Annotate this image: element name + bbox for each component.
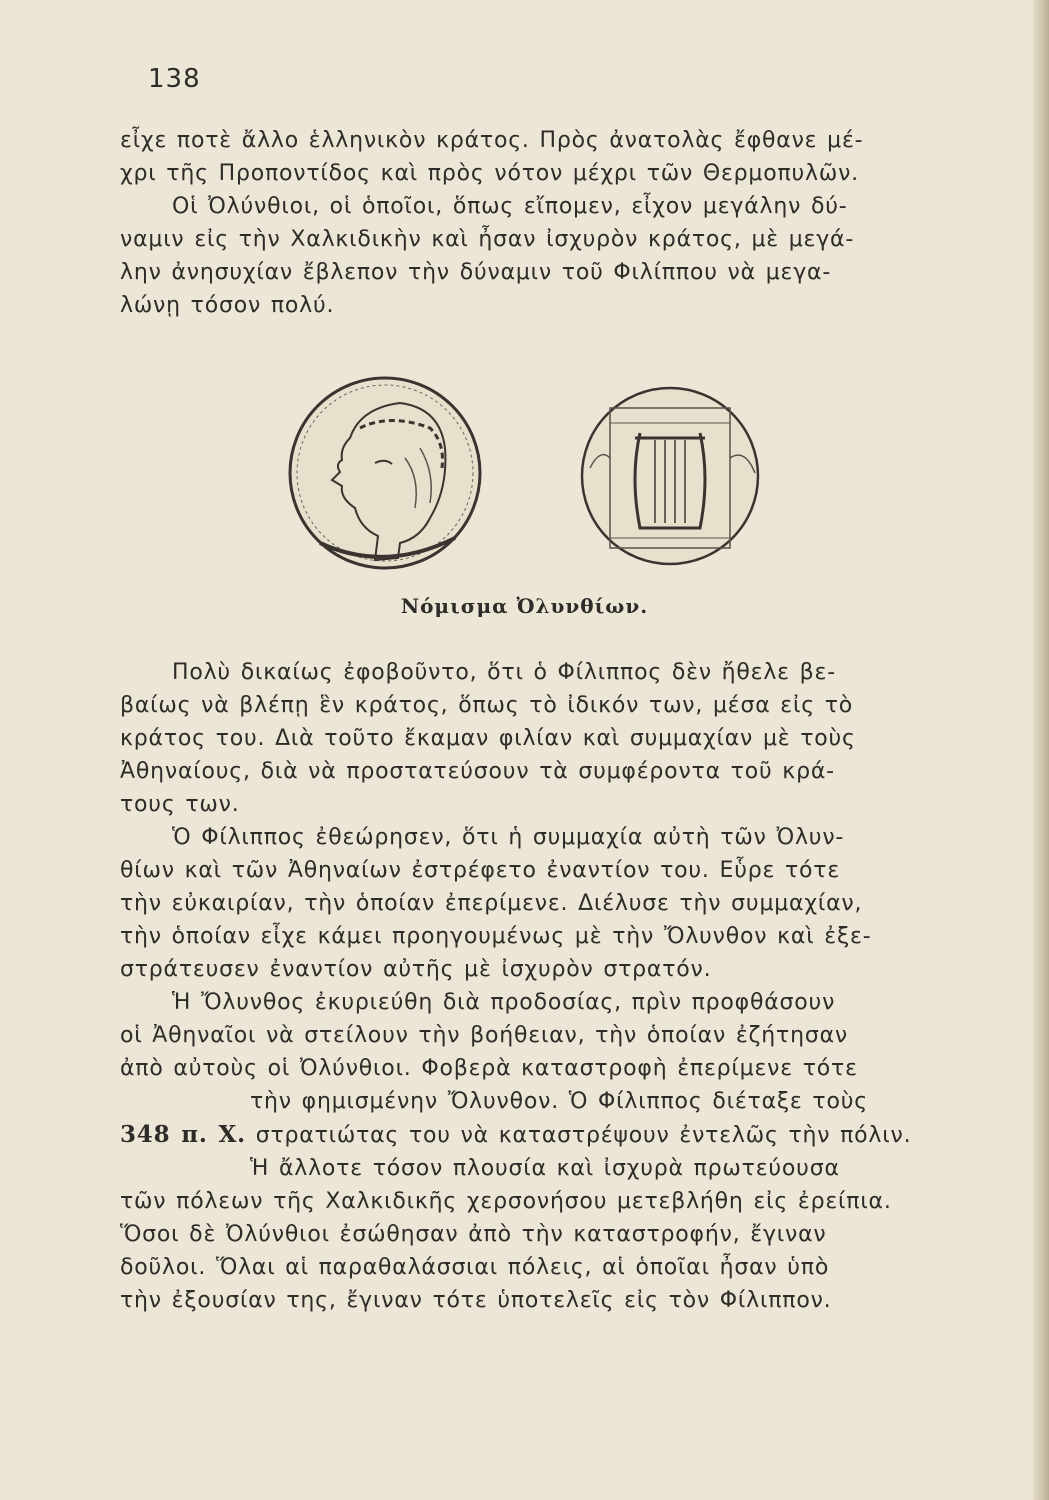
text-line-with-margin-date — [120, 1118, 958, 1152]
paragraph-2 — [120, 656, 958, 1317]
coin-figure — [280, 368, 800, 588]
text-line: τὴν φημισμένην Ὄλυνθον. Ὁ Φίλιππος διέταξε τοὺς — [250, 1089, 868, 1114]
lyre-coin-icon — [570, 378, 780, 578]
text-line: στρατιώτας του νὰ καταστρέψουν ἐντελῶς τὴν πόλιν. — [255, 1123, 912, 1148]
page-number: 138 — [148, 64, 201, 94]
figure-caption: Νόμισμα Ὀλυνθίων. — [400, 594, 649, 618]
text-line: λην ἀνησυχίαν ἔβλεπον τὴν δύναμιν τοῦ Φιλίππου νὰ μεγα- — [120, 260, 832, 285]
text-line: κράτος του. Διὰ τοῦτο ἔκαμαν φιλίαν καὶ συμμαχίαν μὲ τοὺς — [120, 726, 856, 751]
text-line: τὴν εὐκαιρίαν, τὴν ὁποίαν ἐπερίμενε. Διέλυσε τὴν συμμαχίαν, — [120, 891, 863, 916]
text-line: τὴν ὁποίαν εἶχε κάμει προηγουμένως μὲ τὴν Ὄλυνθον καὶ ἐξε- — [120, 924, 872, 949]
text-line: οἱ Ἀθηναῖοι νὰ στείλουν τὴν βοήθειαν, τὴν ὁποίαν ἐζήτησαν — [120, 1023, 848, 1048]
text-line: Πολὺ δικαίως ἐφοβοῦντο, ὅτι ὁ Φίλιππος δὲν ἤθελε βε- — [172, 660, 836, 685]
text-line: τῶν πόλεων τῆς Χαλκιδικῆς χερσονήσου μετεβλήθη εἰς ἐρείπια. — [120, 1189, 892, 1214]
text-line: Οἱ Ὀλύνθιοι, οἱ ὁποῖοι, ὅπως εἴπομεν, εἶχον μεγάλην δύ- — [172, 194, 848, 219]
text-line: Ἀθηναίους, διὰ νὰ προστατεύσουν τὰ συμφέροντα τοῦ κρά- — [120, 759, 835, 784]
text-line: Ὅσοι δὲ Ὀλύνθιοι ἐσώθησαν ἀπὸ τὴν καταστροφήν, ἔγιναν — [120, 1222, 827, 1247]
text-line: ναμιν εἰς τὴν Χαλκιδικὴν καὶ ἦσαν ἰσχυρὸν κράτος, μὲ μεγά- — [120, 227, 855, 252]
text-line: Ὁ Φίλιππος ἐθεώρησεν, ὅτι ἡ συμμαχία αὐτὴ τῶν Ὀλυν- — [172, 825, 845, 850]
text-line: τους των. — [120, 792, 240, 817]
text-line: χρι τῆς Προποντίδος καὶ πρὸς νότον μέχρι τῶν Θερμοπυλῶν. — [120, 161, 859, 186]
text-line: λώνῃ τόσον πολύ. — [120, 293, 335, 318]
text-line: Ἡ ἄλλοτε τόσον πλουσία καὶ ἰσχυρὰ πρωτεύουσα — [250, 1156, 840, 1181]
text-line: βαίως νὰ βλέπῃ ἓν κράτος, ὅπως τὸ ἰδικόν των, μέσα εἰς τὸ — [120, 693, 854, 718]
laureate-head-coin-icon — [280, 368, 500, 578]
text-line: στράτευσεν ἐναντίον αὐτῆς μὲ ἰσχυρὸν στρατόν. — [120, 957, 712, 982]
paragraph-1 — [120, 124, 958, 322]
text-line: θίων καὶ τῶν Ἀθηναίων ἐστρέφετο ἐναντίον του. Εὗρε τότε — [120, 858, 841, 883]
text-line: ἀπὸ αὐτοὺς οἱ Ὀλύνθιοι. Φοβερὰ καταστροφὴ ἐπερίμενε τότε — [120, 1056, 858, 1081]
page-edge — [1033, 0, 1049, 1500]
margin-date: 348 π. Χ. — [120, 1121, 246, 1148]
text-line: δοῦλοι. Ὅλαι αἱ παραθαλάσσιαι πόλεις, αἱ ὁποῖαι ἦσαν ὑπὸ — [120, 1255, 830, 1280]
text-line: εἶχε ποτὲ ἄλλο ἑλληνικὸν κράτος. Πρὸς ἀνατολὰς ἔφθανε μέ- — [120, 128, 864, 153]
text-line: Ἡ Ὄλυνθος ἐκυριεύθη διὰ προδοσίας, πρὶν προφθάσουν — [172, 990, 836, 1015]
text-line: τὴν ἐξουσίαν της, ἔγιναν τότε ὑποτελεῖς εἰς τὸν Φίλιππον. — [120, 1288, 832, 1313]
